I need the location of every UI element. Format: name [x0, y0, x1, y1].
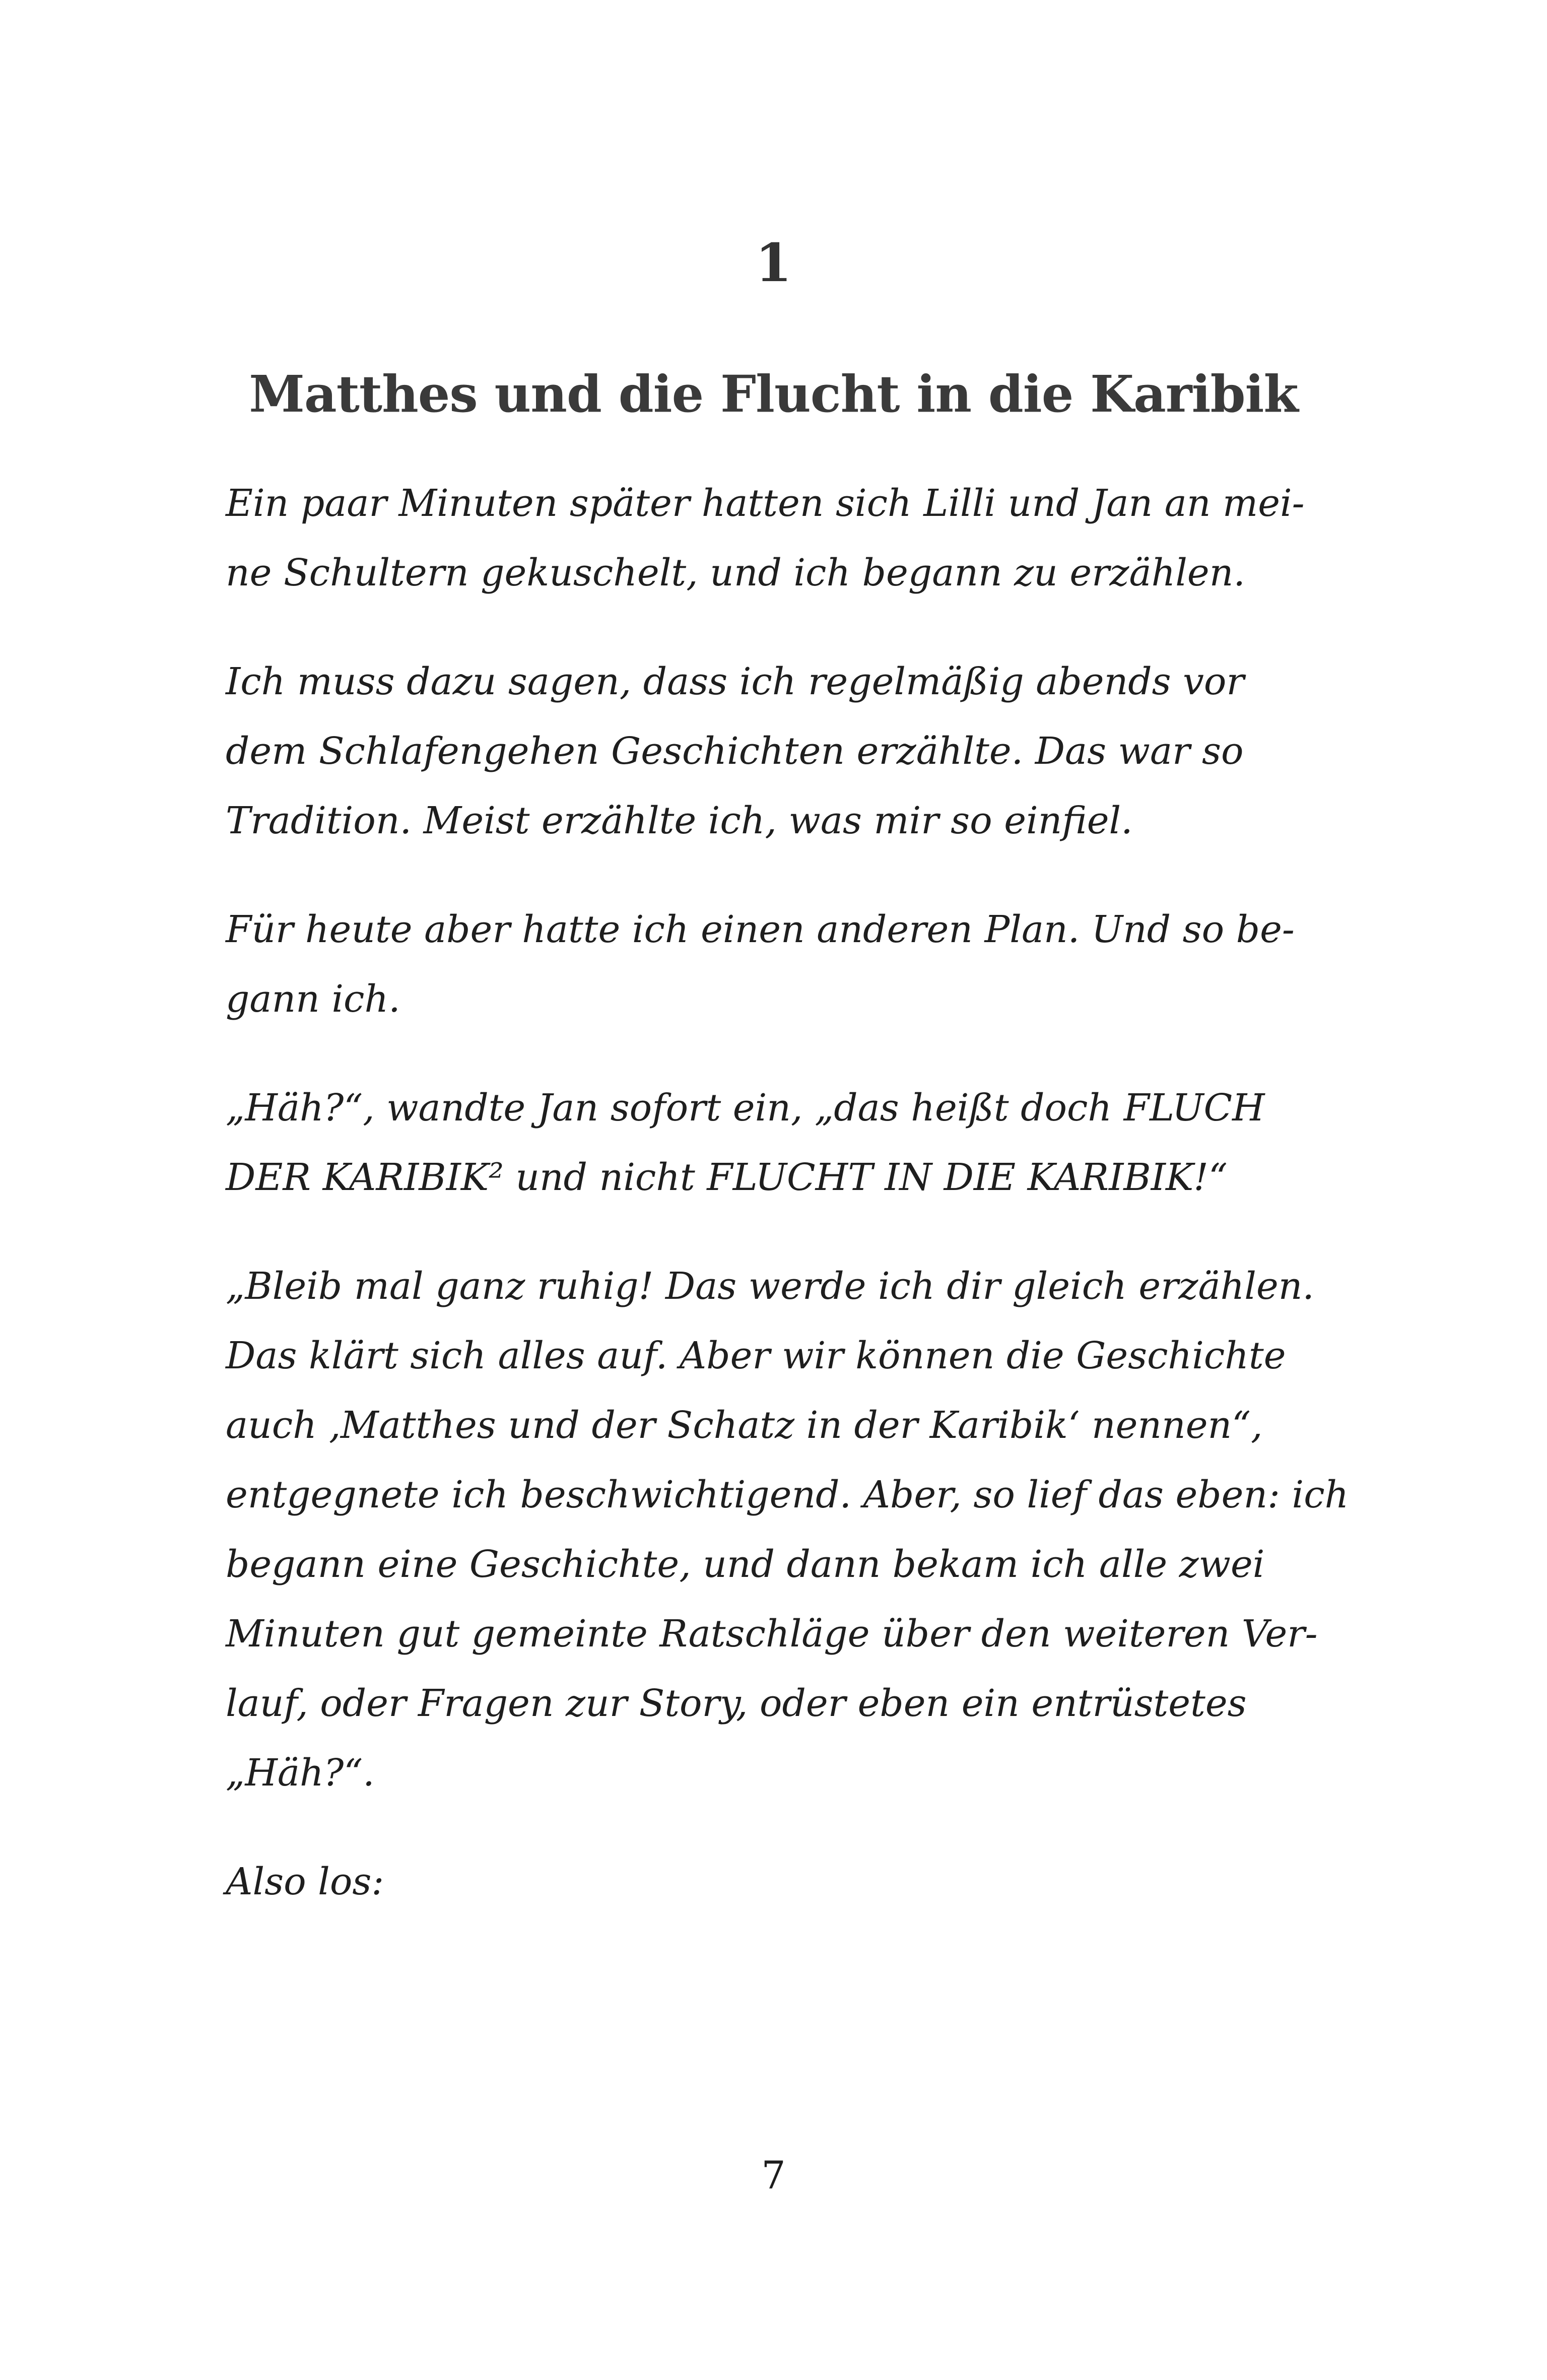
paragraph — [226, 1847, 1334, 1916]
body-text — [226, 469, 1349, 1956]
text-line: entgegnete ich beschwichtigend. Aber, so lief das eben: ich — [226, 1473, 1349, 1516]
paragraph — [226, 1073, 1334, 1212]
text-line: Ein paar Minuten später hatten sich Lilli und Jan an mei- — [226, 482, 1305, 525]
text-line: ne Schultern gekuschelt, und ich begann zu erzählen. — [226, 551, 1245, 594]
text-line: auch ‚Matthes und der Schatz in der Karibik‘ nennen“, — [226, 1404, 1263, 1447]
text-line: DER KARIBIK² und nicht FLUCHT IN DIE KARIBIK!“ — [226, 1156, 1228, 1199]
text-line: Also los: — [226, 1860, 384, 1903]
text-line: Ich muss dazu sagen, dass ich regelmäßig abends vor — [226, 660, 1244, 703]
paragraph — [226, 647, 1334, 855]
text-line: Minuten gut gemeinte Ratschläge über den weiteren Ver- — [226, 1612, 1318, 1656]
chapter-title: Matthes und die Flucht in die Karibik — [249, 364, 1298, 424]
paragraph — [226, 469, 1334, 608]
text-line: lauf, oder Fragen zur Story, oder eben ein entrüstetes — [226, 1682, 1247, 1725]
paragraph — [226, 895, 1334, 1034]
text-line: Das klärt sich alles auf. Aber wir können die Geschichte — [226, 1334, 1286, 1377]
text-line: Für heute aber hatte ich einen anderen Plan. Und so be- — [226, 908, 1295, 951]
text-line: „Bleib mal ganz ruhig! Das werde ich dir gleich erzählen. — [226, 1265, 1314, 1308]
text-line: Tradition. Meist erzählte ich, was mir so einfiel. — [226, 799, 1133, 842]
text-line: „Häh?“, wandte Jan sofort ein, „das heißt doch FLUCH — [226, 1086, 1265, 1130]
page-number: 7 — [761, 2153, 786, 2198]
text-line: gann ich. — [226, 977, 400, 1021]
text-line: begann eine Geschichte, und dann bekam ich alle zwei — [226, 1543, 1265, 1586]
text-line: „Häh?“. — [226, 1751, 375, 1795]
chapter-number: 1 — [755, 232, 792, 294]
text-line: dem Schlafengehen Geschichten erzählte. Das war so — [226, 730, 1244, 773]
paragraph — [226, 1251, 1349, 1808]
